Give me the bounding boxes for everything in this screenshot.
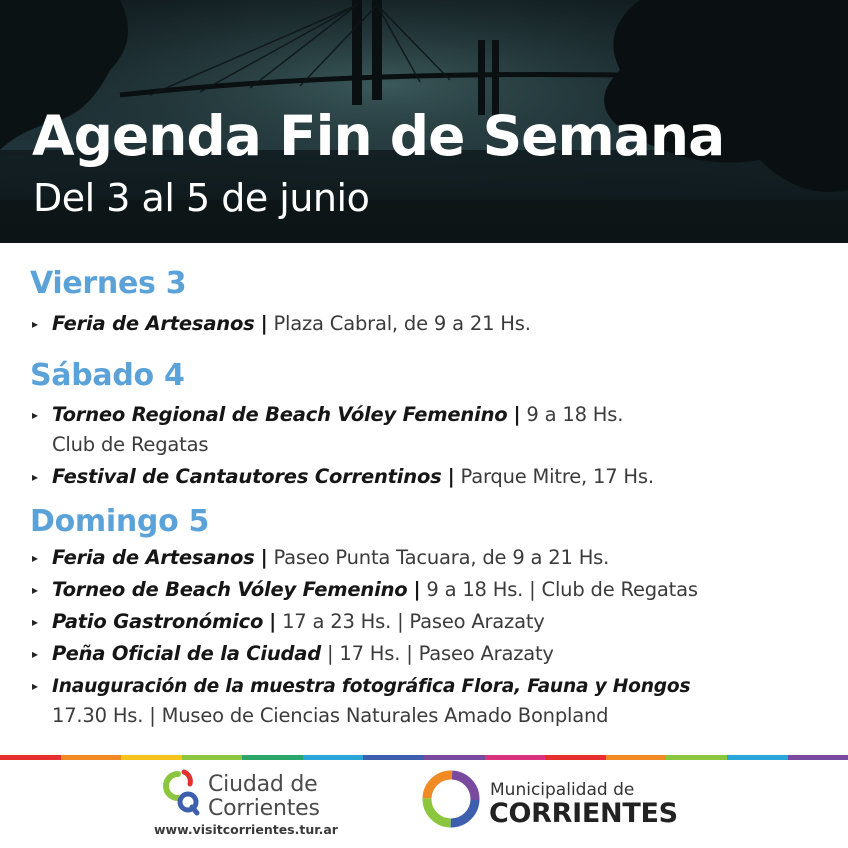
divider-segment [363, 755, 424, 760]
divider-segment [121, 755, 182, 760]
date-range-subtitle: Del 3 al 5 de junio [33, 176, 370, 220]
bullet-icon: ▸ [32, 615, 38, 629]
color-divider [0, 755, 848, 760]
divider-segment [61, 755, 122, 760]
day-heading-sabado: Sábado 4 [30, 358, 185, 393]
separator: | [327, 642, 334, 665]
municipalidad-logo-icon [420, 768, 482, 830]
divider-segment [727, 755, 788, 760]
event-details: 17 Hs. | Paseo Arazaty [339, 642, 554, 665]
event-name: Festival de Cantautores Correntinos [52, 465, 442, 488]
event-details: 9 a 18 Hs. [526, 403, 624, 426]
bullet-icon: ▸ [32, 679, 38, 693]
agenda-item [32, 674, 832, 697]
agenda-item [32, 610, 832, 633]
event-details: Parque Mitre, 17 Hs. [460, 465, 654, 488]
website-url: www.visitcorrientes.tur.ar [154, 822, 338, 837]
ciudad-corrientes-logo-icon [150, 768, 202, 818]
divider-segment [303, 755, 364, 760]
event-details: 9 a 18 Hs. | Club de Regatas [426, 578, 698, 601]
agenda-item [32, 403, 832, 426]
agenda-item [32, 312, 832, 335]
event-name: Feria de Artesanos [52, 312, 255, 335]
bullet-icon: ▸ [32, 583, 38, 597]
separator: | [513, 403, 521, 426]
ciudad-logo-line1: Ciudad de [208, 772, 318, 797]
event-details-continuation: Club de Regatas [52, 433, 209, 456]
event-details-continuation: 17.30 Hs. | Museo de Ciencias Naturales Amado Bonpland [52, 704, 609, 727]
separator: | [269, 610, 277, 633]
divider-segment [424, 755, 485, 760]
municipalidad-logo-line1: Municipalidad de [490, 780, 635, 800]
agenda-item [32, 578, 832, 601]
separator: | [260, 312, 268, 335]
bullet-icon: ▸ [32, 408, 38, 422]
event-name: Torneo de Beach Vóley Femenino [52, 578, 408, 601]
bullet-icon: ▸ [32, 317, 38, 331]
page-title: Agenda Fin de Semana [32, 104, 725, 168]
bullet-icon: ▸ [32, 470, 38, 484]
header-banner [0, 0, 848, 243]
event-details: Paseo Punta Tacuara, de 9 a 21 Hs. [273, 546, 610, 569]
divider-segment [182, 755, 243, 760]
agenda-item [32, 642, 832, 665]
agenda-item [32, 546, 832, 569]
bullet-icon: ▸ [32, 647, 38, 661]
agenda-item [32, 465, 832, 488]
event-name: Torneo Regional de Beach Vóley Femenino [52, 403, 508, 426]
day-heading-viernes: Viernes 3 [30, 266, 187, 301]
event-name: Feria de Artesanos [52, 546, 255, 569]
municipalidad-logo-line2: CORRIENTES [489, 798, 678, 829]
event-name: Patio Gastronómico [52, 610, 264, 633]
divider-segment [485, 755, 546, 760]
bullet-icon: ▸ [32, 551, 38, 565]
divider-segment [666, 755, 727, 760]
event-name: Inauguración de la muestra fotográfica Flora, Fauna y Hongos [52, 676, 691, 697]
ciudad-logo-line2: Corrientes [208, 796, 320, 821]
separator: | [447, 465, 455, 488]
day-heading-domingo: Domingo 5 [30, 504, 210, 539]
divider-segment [788, 755, 848, 760]
divider-segment [545, 755, 606, 760]
divider-segment [0, 755, 61, 760]
divider-segment [606, 755, 667, 760]
event-name: Peña Oficial de la Ciudad [52, 642, 321, 665]
event-details: Plaza Cabral, de 9 a 21 Hs. [273, 312, 531, 335]
event-details: 17 a 23 Hs. | Paseo Arazaty [282, 610, 545, 633]
divider-segment [242, 755, 303, 760]
separator: | [260, 546, 268, 569]
separator: | [413, 578, 421, 601]
